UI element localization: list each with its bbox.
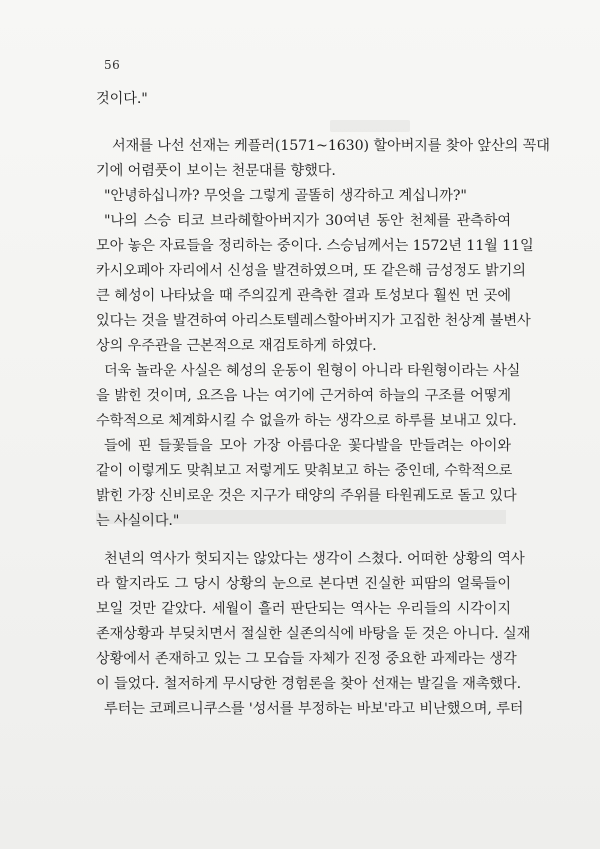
text-line-24: 루터는 코페르니쿠스를 '성서를 부정하는 바보'라고 비난했으며, 루터: [104, 701, 524, 717]
text-line-16: 밝힌 가장 신비로운 것은 지구가 태양의 주위를 타원궤도로 돌고 있다: [96, 488, 517, 504]
text-line-17: 는 사실이다.": [96, 513, 180, 529]
text-line-20: 보일 것만 같았다. 세월이 흘러 판단되는 역사는 우리들의 시각이지: [96, 601, 511, 617]
text-line-3: 기에 어렴풋이 보이는 천문대를 향했다.: [96, 163, 336, 179]
text-line-12: 을 밝힌 것이며, 요즈음 나는 여기에 근거하여 하늘의 구조를 어떻게: [96, 388, 511, 404]
text-line-4: "안녕하십니까? 무엇을 그렇게 골똘히 생각하고 계십니까?": [104, 188, 467, 204]
text-line-11: 더욱 놀라운 사실은 혜성의 운동이 원형이 아니라 타원형이라는 사실: [104, 363, 521, 379]
text-line-5: "나의 스승 티코 브라헤할아버지가 30여년 동안 천체를 관측하여: [104, 213, 511, 229]
text-line-9: 있다는 것을 발견하여 아리스토텔레스할아버지가 고집한 천상계 불변사: [96, 313, 531, 329]
page-number: 56: [104, 58, 121, 72]
text-line-13: 수학적으로 체계화시킬 수 없을까 하는 생각으로 하루를 보내고 있다.: [96, 413, 517, 429]
text-line-15: 같이 이렇게도 맞춰보고 저렇게도 맞춰보고 하는 중인데, 수학적으로: [96, 463, 513, 479]
text-line-7: 카시오페아 자리에서 신성을 발견하였으며, 또 같은해 금성정도 밝기의: [96, 263, 526, 279]
text-line-6: 모아 놓은 자료들을 정리하는 중이다. 스승님께서는 1572년 11월 11일: [96, 238, 534, 254]
text-line-1: 것이다.": [96, 91, 148, 107]
text-line-14: 들에 핀 들꽃들을 모아 가장 아름다운 꽃다발을 만들려는 아이와: [104, 438, 511, 454]
text-line-22: 상황에서 존재하고 있는 그 모습들 자체가 진정 중요한 과제라는 생각: [96, 651, 517, 667]
text-line-23: 이 들었다. 철저하게 무시당한 경험론을 찾아 선재는 발길을 재촉했다.: [96, 676, 522, 692]
text-line-19: 라 할지라도 그 당시 상황의 눈으로 본다면 진실한 피땀의 얼룩들이: [96, 576, 511, 592]
text-line-2: 서재를 나선 선재는 케플러(1571~1630) 할아버지를 찾아 앞산의 꼭대: [112, 138, 550, 154]
text-line-18: 천년의 역사가 헛되지는 않았다는 생각이 스쳤다. 어떠한 상황의 역사: [104, 551, 525, 567]
text-line-21: 존재상황과 부딪치면서 절실한 실존의식에 바탕을 둔 것은 아니다. 실재: [96, 626, 531, 642]
text-line-10: 상의 우주관을 근본적으로 재검토하게 하였다.: [96, 338, 377, 354]
text-line-8: 큰 혜성이 나타났을 때 주의깊게 관측한 결과 토성보다 훨씬 먼 곳에: [96, 288, 511, 304]
show-through-heading: [330, 120, 410, 132]
